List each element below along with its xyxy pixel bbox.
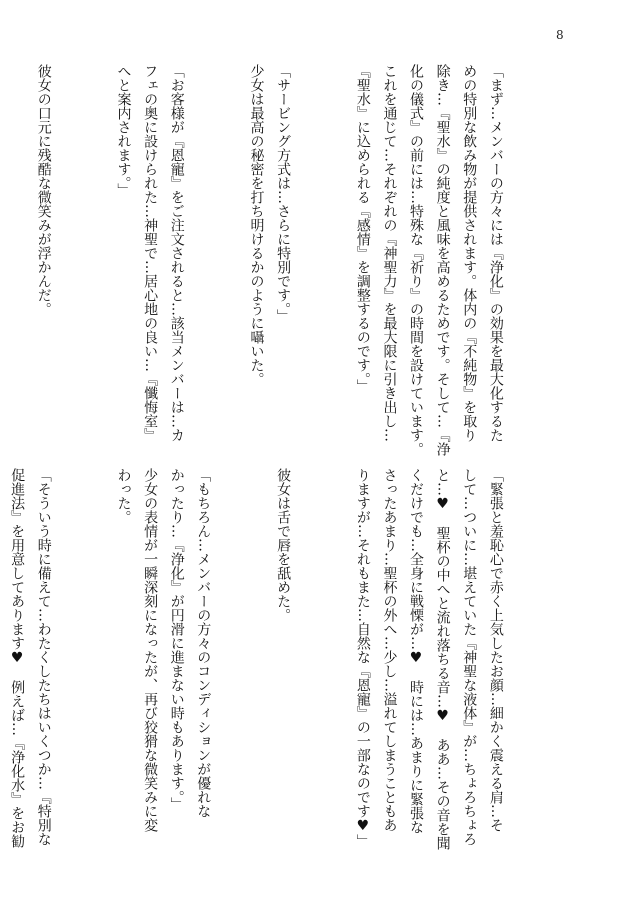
paragraph: 「もちろん…メンバーの方々のコンディションが優れな かったり…『浄化』が円滑に進まない時もあります。」 少女の表情が一瞬深刻になったが、再び狡猾な微笑みに変 わった。 (115, 468, 212, 832)
text-block-top (0, 64, 562, 456)
paragraph: 「まず…メンバーの方々には『浄化』の効果を最大化するた めの特別な飲み物が提供されます。体内の『不純物』を取り 除き…『聖水』の純度と風味を高めるためです。そして…『浄 化の儀式』の前には…特殊な『祈り』の時間を設けています。 これを通じて…それぞれの『神聖力』を最大限に引き出し… 『聖水』に込められる『感情』を調整するのです。」 (354, 64, 504, 456)
paragraph: 「サービング方式は…さらに特別です。」 少女は最高の秘密を打ち明けるかのように囁いた。 (248, 64, 292, 386)
paragraph: 「そういう時に備えて…わたくしたちはいくつか…『特別な 促進法』を用意してあります♥ 例えば…『浄化水』をお勧 (9, 468, 52, 848)
text-block-bottom (0, 468, 562, 850)
paragraph: 「緊張と羞恥心で赤く上気したお顔…細かく震える肩…そ して…ついに…堪えていた『神聖な液体』が…ちょろちょろ と…♥ 聖杯の中へと流れ落ちる音…♥ ああ…その音を聞 くだけでも…全身に戦慄が…♥ 時には…あまりに緊張な さったあまり…聖杯の外へ…少し…溢れてしまうこともあ りますが…それもまた…自然な『恩寵』の一部なのです♥」 (354, 468, 504, 850)
page-number: 8 (556, 28, 564, 42)
paragraph: 彼女は舌で唇を舐めた。 (275, 468, 292, 622)
paragraph: 彼女の口元に残酷な微笑みが浮かんだ。 (35, 64, 52, 316)
paragraph: 「お客様が『恩寵』をご注文されると…該当メンバーは…カ フェの奥に設けられた…神聖で…居心地の良い…『懺悔室』 へと案内されます。」 (115, 64, 185, 442)
